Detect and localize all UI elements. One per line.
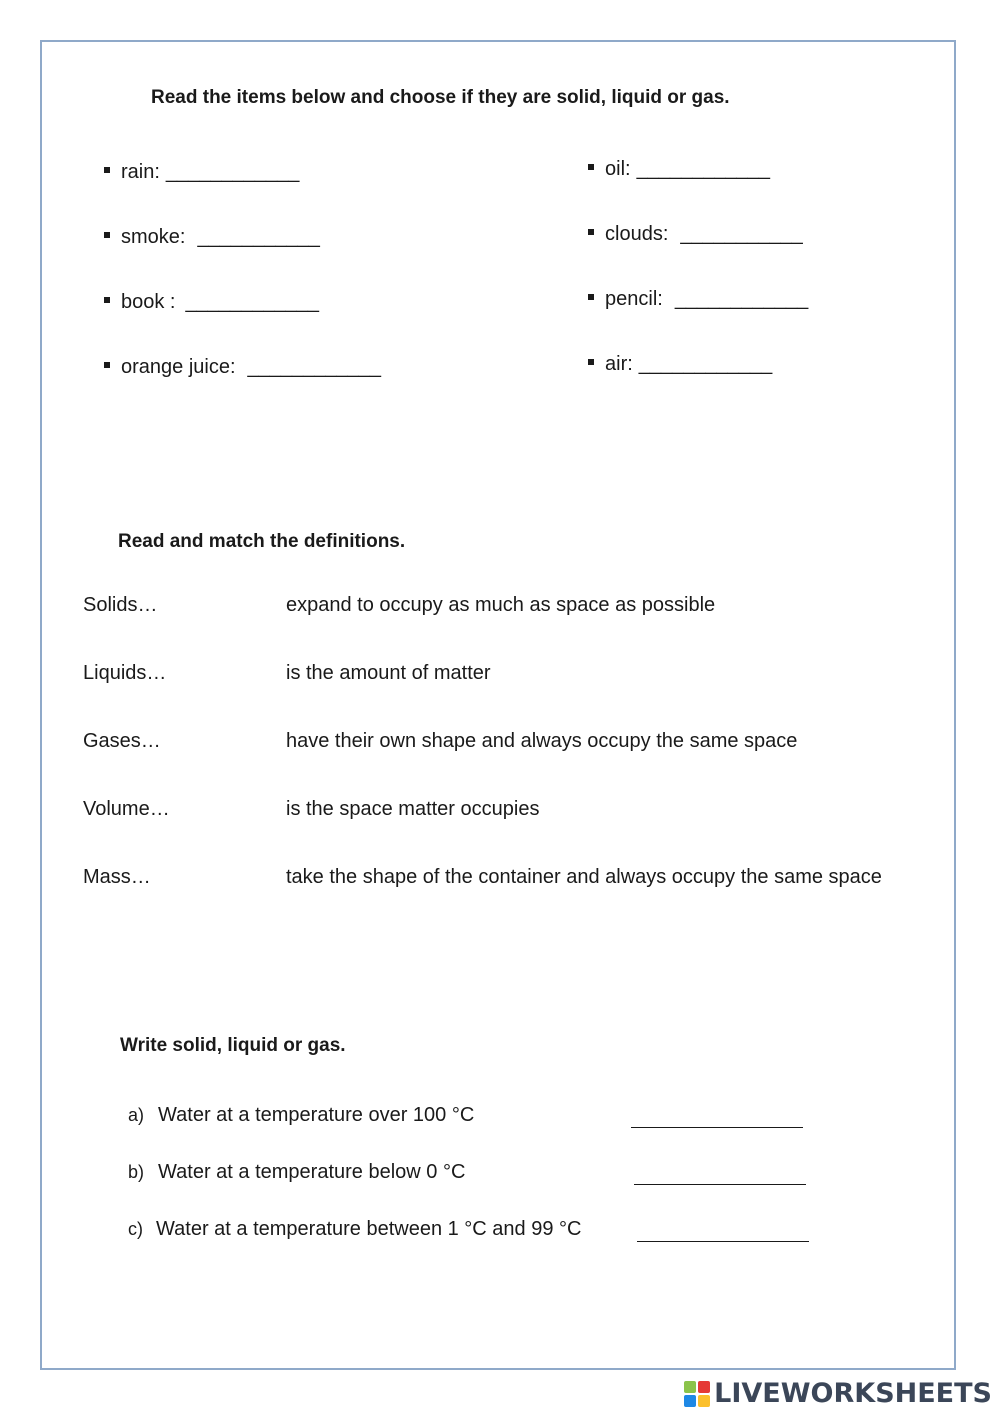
- question-letter: b): [128, 1162, 145, 1182]
- item-pencil: [588, 288, 808, 311]
- answer-blank[interactable]: ___________: [197, 226, 320, 248]
- question-c: [128, 1218, 581, 1241]
- section1-heading: Read the items below and choose if they are solid, liquid or gas.: [151, 87, 730, 108]
- bullet-icon: [588, 294, 594, 300]
- answer-line-c[interactable]: [637, 1241, 809, 1242]
- item-air: [588, 353, 772, 376]
- question-letter: a): [128, 1105, 145, 1125]
- item-smoke: [104, 226, 320, 249]
- definition-2[interactable]: is the amount of matter: [286, 662, 491, 684]
- definition-1[interactable]: expand to occupy as much as space as possible: [286, 594, 716, 616]
- question-text: Water at a temperature between 1 °C and 99 °C: [156, 1218, 582, 1240]
- question-a: [128, 1104, 474, 1127]
- answer-blank[interactable]: ____________: [674, 288, 809, 310]
- question-b: [128, 1161, 465, 1184]
- bullet-icon: [588, 359, 594, 365]
- answer-blank[interactable]: ____________: [185, 291, 319, 313]
- definition-3[interactable]: have their own shape and always occupy the same space: [286, 730, 798, 752]
- liveworksheets-logo[interactable]: [684, 1376, 992, 1410]
- section3-heading: Write solid, liquid or gas.: [120, 1035, 346, 1056]
- item-oil: [588, 158, 770, 181]
- item-label: rain:: [121, 161, 160, 183]
- item-label: smoke:: [121, 226, 186, 248]
- bullet-icon: [104, 362, 110, 368]
- item-book: [104, 291, 319, 314]
- term-solids[interactable]: Solids…: [83, 594, 158, 616]
- bullet-icon: [104, 167, 110, 173]
- item-rain: [104, 161, 299, 184]
- item-label: orange juice:: [121, 356, 236, 378]
- answer-blank[interactable]: ____________: [636, 158, 771, 180]
- definition-5[interactable]: take the shape of the container and always occupy the same space: [286, 866, 882, 888]
- item-label: pencil:: [605, 288, 663, 310]
- question-text: Water at a temperature over 100 °C: [158, 1104, 475, 1126]
- term-liquids[interactable]: Liquids…: [83, 662, 167, 684]
- logo-text: LIVEWORKSHEETS: [714, 1377, 992, 1409]
- answer-line-b[interactable]: [634, 1184, 806, 1185]
- item-label: book :: [121, 291, 176, 313]
- answer-blank[interactable]: ____________: [638, 353, 773, 375]
- question-text: Water at a temperature below 0 °C: [158, 1161, 466, 1183]
- question-letter: c): [128, 1219, 143, 1239]
- bullet-icon: [588, 164, 594, 170]
- answer-line-a[interactable]: [631, 1127, 803, 1128]
- logo-blocks-icon: [684, 1379, 712, 1407]
- bullet-icon: [104, 232, 110, 238]
- item-clouds: [588, 223, 803, 246]
- term-mass[interactable]: Mass…: [83, 866, 151, 888]
- definition-4[interactable]: is the space matter occupies: [286, 798, 540, 820]
- term-volume[interactable]: Volume…: [83, 798, 170, 820]
- bullet-icon: [588, 229, 594, 235]
- item-orange-juice: [104, 356, 381, 379]
- answer-blank[interactable]: ____________: [247, 356, 382, 378]
- item-label: clouds:: [605, 223, 669, 245]
- term-gases[interactable]: Gases…: [83, 730, 161, 752]
- bullet-icon: [104, 297, 110, 303]
- answer-blank[interactable]: ____________: [165, 161, 300, 183]
- answer-blank[interactable]: ___________: [680, 223, 803, 245]
- item-label: oil:: [605, 158, 631, 180]
- section2-heading: Read and match the definitions.: [118, 531, 406, 552]
- item-label: air:: [605, 353, 633, 375]
